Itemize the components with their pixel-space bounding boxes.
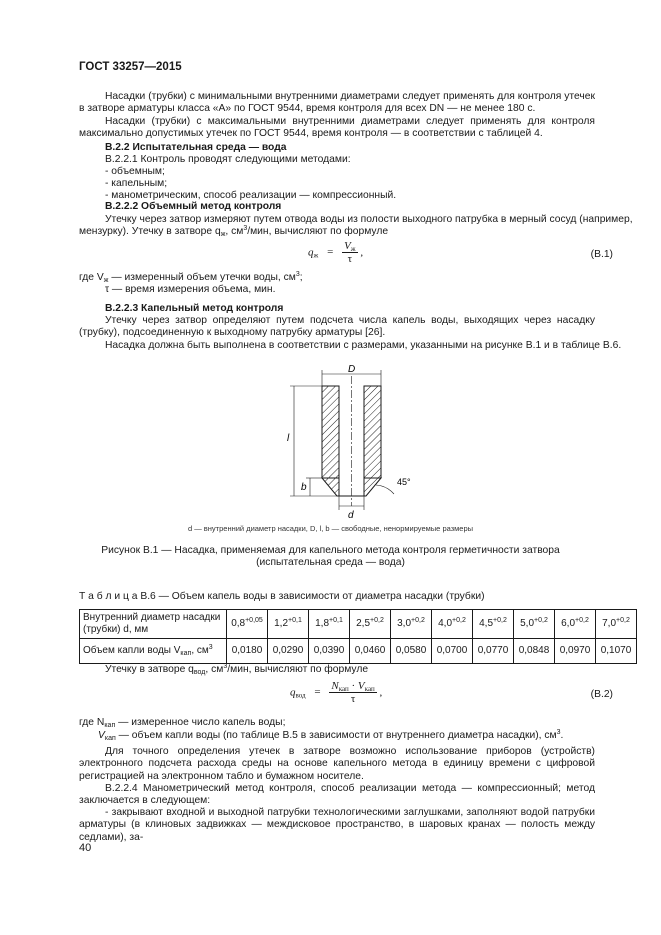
where-drop-volume: $V_{кап}$ — объем капли воды (по таблице В.5 в зависимости от внутреннего диаметра насадки), $см^3$. bbox=[98, 729, 564, 742]
table-cell: 0,0580 bbox=[391, 639, 432, 664]
paragraph-b223: Утечку через затвор определяют путем подсчета числа капель воды, выходящих через насадку (трубку), подсоединенную к выходному патрубку арматуры [26]. bbox=[79, 315, 595, 339]
list-item: - объемным; bbox=[105, 166, 165, 177]
section-heading-b22: В.2.2 Испытательная среда — вода bbox=[105, 142, 287, 153]
figure-note: d — внутренний диаметр насадки, D, l, b — свободные, ненормируемые размеры bbox=[187, 524, 474, 533]
table-cell: 0,0290 bbox=[268, 639, 309, 664]
section-heading-b222: В.2.2.2 Объемный метод контроля bbox=[105, 201, 282, 212]
table-cell: 0,0770 bbox=[473, 639, 514, 664]
table-row bbox=[80, 639, 637, 664]
paragraph-drip-leak: Утечку в затворе $q_{вод}$, $см^3$/мин, вычисляют по формуле bbox=[105, 663, 369, 676]
label-b: b bbox=[301, 482, 307, 493]
paragraph-b223-2: Насадка должна быть выполнена в соответствии с размерами, указанными на рисунке В.1 и в таблице В.6. bbox=[105, 340, 622, 351]
paragraph-b222-line2: мензурку). Утечку в затворе $q_ж$, $см^3$/мин, вычисляют по формуле bbox=[79, 225, 389, 238]
where-volume: где $V_ж$ — измеренный объем утечки воды, $см^3$; bbox=[79, 271, 303, 284]
where-drop-count: где $N_{кап}$ — измеренное число капель воды; bbox=[79, 717, 286, 729]
list-item: - манометрическим, способ реализации — компрессионный. bbox=[105, 190, 397, 201]
table-cell: 0,0970 bbox=[555, 639, 596, 664]
table-cell: 0,0848 bbox=[514, 639, 555, 664]
paragraph-b221: В.2.2.1 Контроль проводят следующими методами: bbox=[105, 154, 351, 165]
label-d: d bbox=[348, 510, 354, 521]
paragraph-min-nozzles: Насадки (трубки) с минимальными внутренними диаметрами следует применять для контроля утечек в затворе арматуры класса «А» по ГОСТ 9544, время контроля для всех DN — не менее 180 с. bbox=[79, 91, 595, 115]
label-l: l bbox=[287, 433, 290, 444]
figure-caption-line2: (испытательная среда — вода) bbox=[256, 557, 405, 568]
where-time: τ — время измерения объема, мин. bbox=[105, 284, 276, 295]
list-item: - капельным; bbox=[105, 178, 168, 189]
equation-number-b1: (В.1) bbox=[590, 249, 613, 260]
table-title: Т а б л и ц а В.6 — Объем капель воды в зависимости от диаметра насадки (трубки) bbox=[79, 591, 485, 602]
page-number: 40 bbox=[79, 842, 92, 854]
label-angle: 45° bbox=[397, 477, 411, 487]
table-cell: 0,0700 bbox=[432, 639, 473, 664]
formula-b1: $q_ж$ = $\frac{V_ж}{\tau}$ , bbox=[308, 240, 364, 266]
paragraph-electronic-counting: Для точного определения утечек в затворе возможно использование приборов (устройств) электронного подсчета расхода среды на основе капельного метода в единицу времени с цифровой регистрацией на электронном табло и бумажном носителе. bbox=[79, 746, 595, 782]
table-header-cell: Объем капли воды $V_{кап}$, $см^3$ bbox=[80, 639, 227, 664]
figure-caption: Рисунок В.1 — Насадка, применяемая для капельного метода контроля герметичности затвора bbox=[101, 545, 560, 556]
table-header-cell: Внутренний диаметр насадки (трубки) d, мм bbox=[80, 610, 227, 639]
table-cell: 0,0460 bbox=[350, 639, 391, 664]
label-D: D bbox=[348, 364, 356, 375]
table-cell: 0,1070 bbox=[596, 639, 637, 664]
table-b6 bbox=[79, 609, 637, 664]
document-header: ГОСТ 33257—2015 bbox=[79, 61, 182, 73]
table-row: Внутренний диаметр насадки (трубки) d, мм $0,8^{+0,05}$ $1,2^{+0,1}$ $1,8^{+0,1}$ $2,5^{+0,2}$ $3,0^{+0,2}$ $4,0^{+0,2}$ $4,5^{+0,2}$ $5,0^{+0,2}$ $6,0^{+0,2}$ $7,0^{+0,2}$ bbox=[80, 610, 637, 639]
paragraph-b224-list: - закрывают входной и выходной патрубки технологическими заглушками, заполняют водой патрубки арматуры (в клиновых задвижках — междисковое пространство, в шаровых кранах — полость между седлами), за- bbox=[79, 807, 595, 843]
table-cell: 0,0180 bbox=[227, 639, 268, 664]
paragraph-b224: В.2.2.4 Манометрический метод контроля, способ реализации метода — компрессионный; метод заключается в следующем: bbox=[79, 783, 595, 807]
formula-b2: $q_{вод}$ = $\frac{N_{кап} \cdot V_{кап}}{\tau}$ , bbox=[290, 680, 383, 706]
equation-number-b2: (В.2) bbox=[590, 689, 613, 700]
table-cell: 0,0390 bbox=[309, 639, 350, 664]
paragraph-b222-line1: Утечку через затвор измеряют путем отвода воды из полости выходного патрубка в мерный сосуд (например, bbox=[105, 214, 633, 225]
paragraph-max-nozzles: Насадки (трубки) с максимальными внутренними диаметрами следует применять для контроля максимально допустимых утечек по ГОСТ 9544, время контроля — в соответствии с таблицей 4. bbox=[79, 116, 595, 140]
section-heading-b223: В.2.2.3 Капельный метод контроля bbox=[105, 303, 284, 314]
